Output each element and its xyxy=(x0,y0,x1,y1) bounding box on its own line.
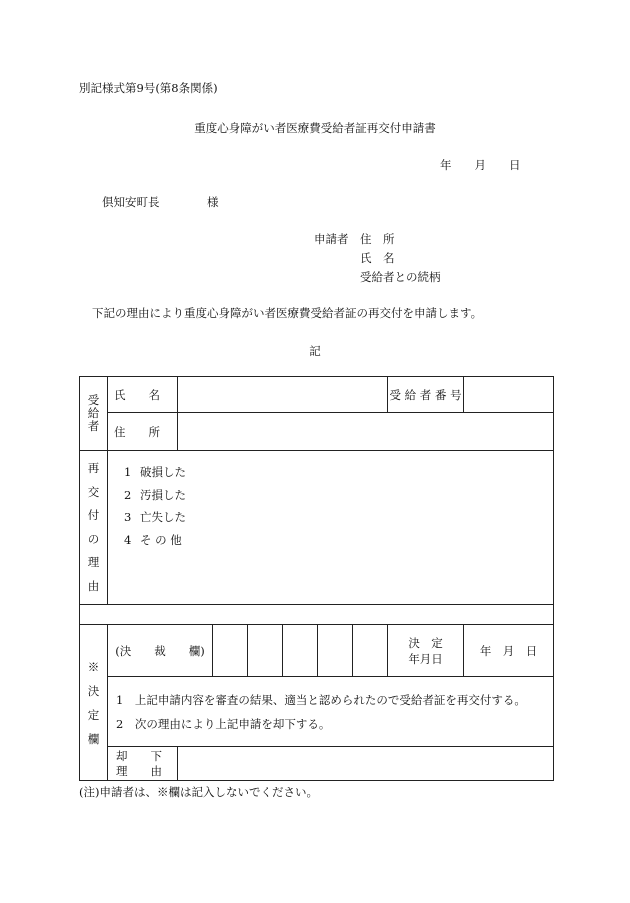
reason-item[interactable]: 4 そ の 他 xyxy=(124,532,182,547)
kessai-box[interactable] xyxy=(213,625,248,677)
decision-option-reject[interactable]: 2 次の理由により上記申請を却下する。 xyxy=(116,716,331,731)
ki-label: 記 xyxy=(309,344,321,358)
decision-date-field[interactable]: 年 月 日 xyxy=(464,625,554,677)
kessai-box[interactable] xyxy=(318,625,353,677)
reason-header-cell xyxy=(80,451,108,605)
rejection-reason-label: 却 下 理 由 xyxy=(108,747,178,781)
rejection-reason-field[interactable] xyxy=(178,747,554,781)
addressee: 倶知安町長 xyxy=(102,195,160,209)
reason-item[interactable]: 3 亡失した xyxy=(124,510,186,524)
kessai-box[interactable] xyxy=(353,625,388,677)
applicant-name-label: 氏 名 xyxy=(360,251,395,265)
kessai-label: (決 裁 欄) xyxy=(108,625,213,677)
applicant-address-label: 住 所 xyxy=(360,232,395,246)
decision-date-label: 決 定 年月日 xyxy=(388,625,464,677)
address-label: 住 所 xyxy=(108,413,178,451)
decision-header-cell xyxy=(80,625,108,781)
name-field[interactable] xyxy=(178,377,388,413)
honorific: 様 xyxy=(207,195,219,209)
date-line: 年 月 日 xyxy=(440,158,521,172)
request-text: 下記の理由により重度心身障がい者医療費受給者証の再交付を申請します。 xyxy=(92,306,483,320)
reason-item[interactable]: 1 破損した xyxy=(124,465,186,479)
spacer-row xyxy=(80,605,554,625)
decision-options xyxy=(108,677,554,747)
reason-header: 再交付の理由 xyxy=(87,461,100,593)
footnote: (注)申請者は、※欄は記入しないでください。 xyxy=(79,785,318,799)
reason-item[interactable]: 2 汚損した xyxy=(124,487,186,502)
recipient-number-label: 受 給 者 番 号 xyxy=(388,377,464,413)
decision-option-approve[interactable]: 1 上記申請内容を審査の結果、適当と認められたので受給者証を再交付する。 xyxy=(116,692,526,707)
applicant-label: 申請者 xyxy=(314,232,349,246)
recipient-number-field[interactable] xyxy=(464,377,554,413)
document-title: 重度心身障がい者医療費受給者証再交付申請書 xyxy=(194,121,436,135)
kessai-box[interactable] xyxy=(248,625,283,677)
recipient-header: 受給者 xyxy=(87,393,100,433)
address-field[interactable] xyxy=(178,413,554,451)
recipient-header-cell xyxy=(80,377,108,451)
name-label: 氏 名 xyxy=(108,377,178,413)
applicant-relation-label: 受給者との続柄 xyxy=(360,270,441,284)
application-table xyxy=(79,376,554,781)
form-number: 別記様式第9号(第8条関係) xyxy=(79,81,218,95)
decision-header: ※決定欄 xyxy=(87,659,100,746)
kessai-box[interactable] xyxy=(283,625,318,677)
reason-list xyxy=(108,451,554,605)
